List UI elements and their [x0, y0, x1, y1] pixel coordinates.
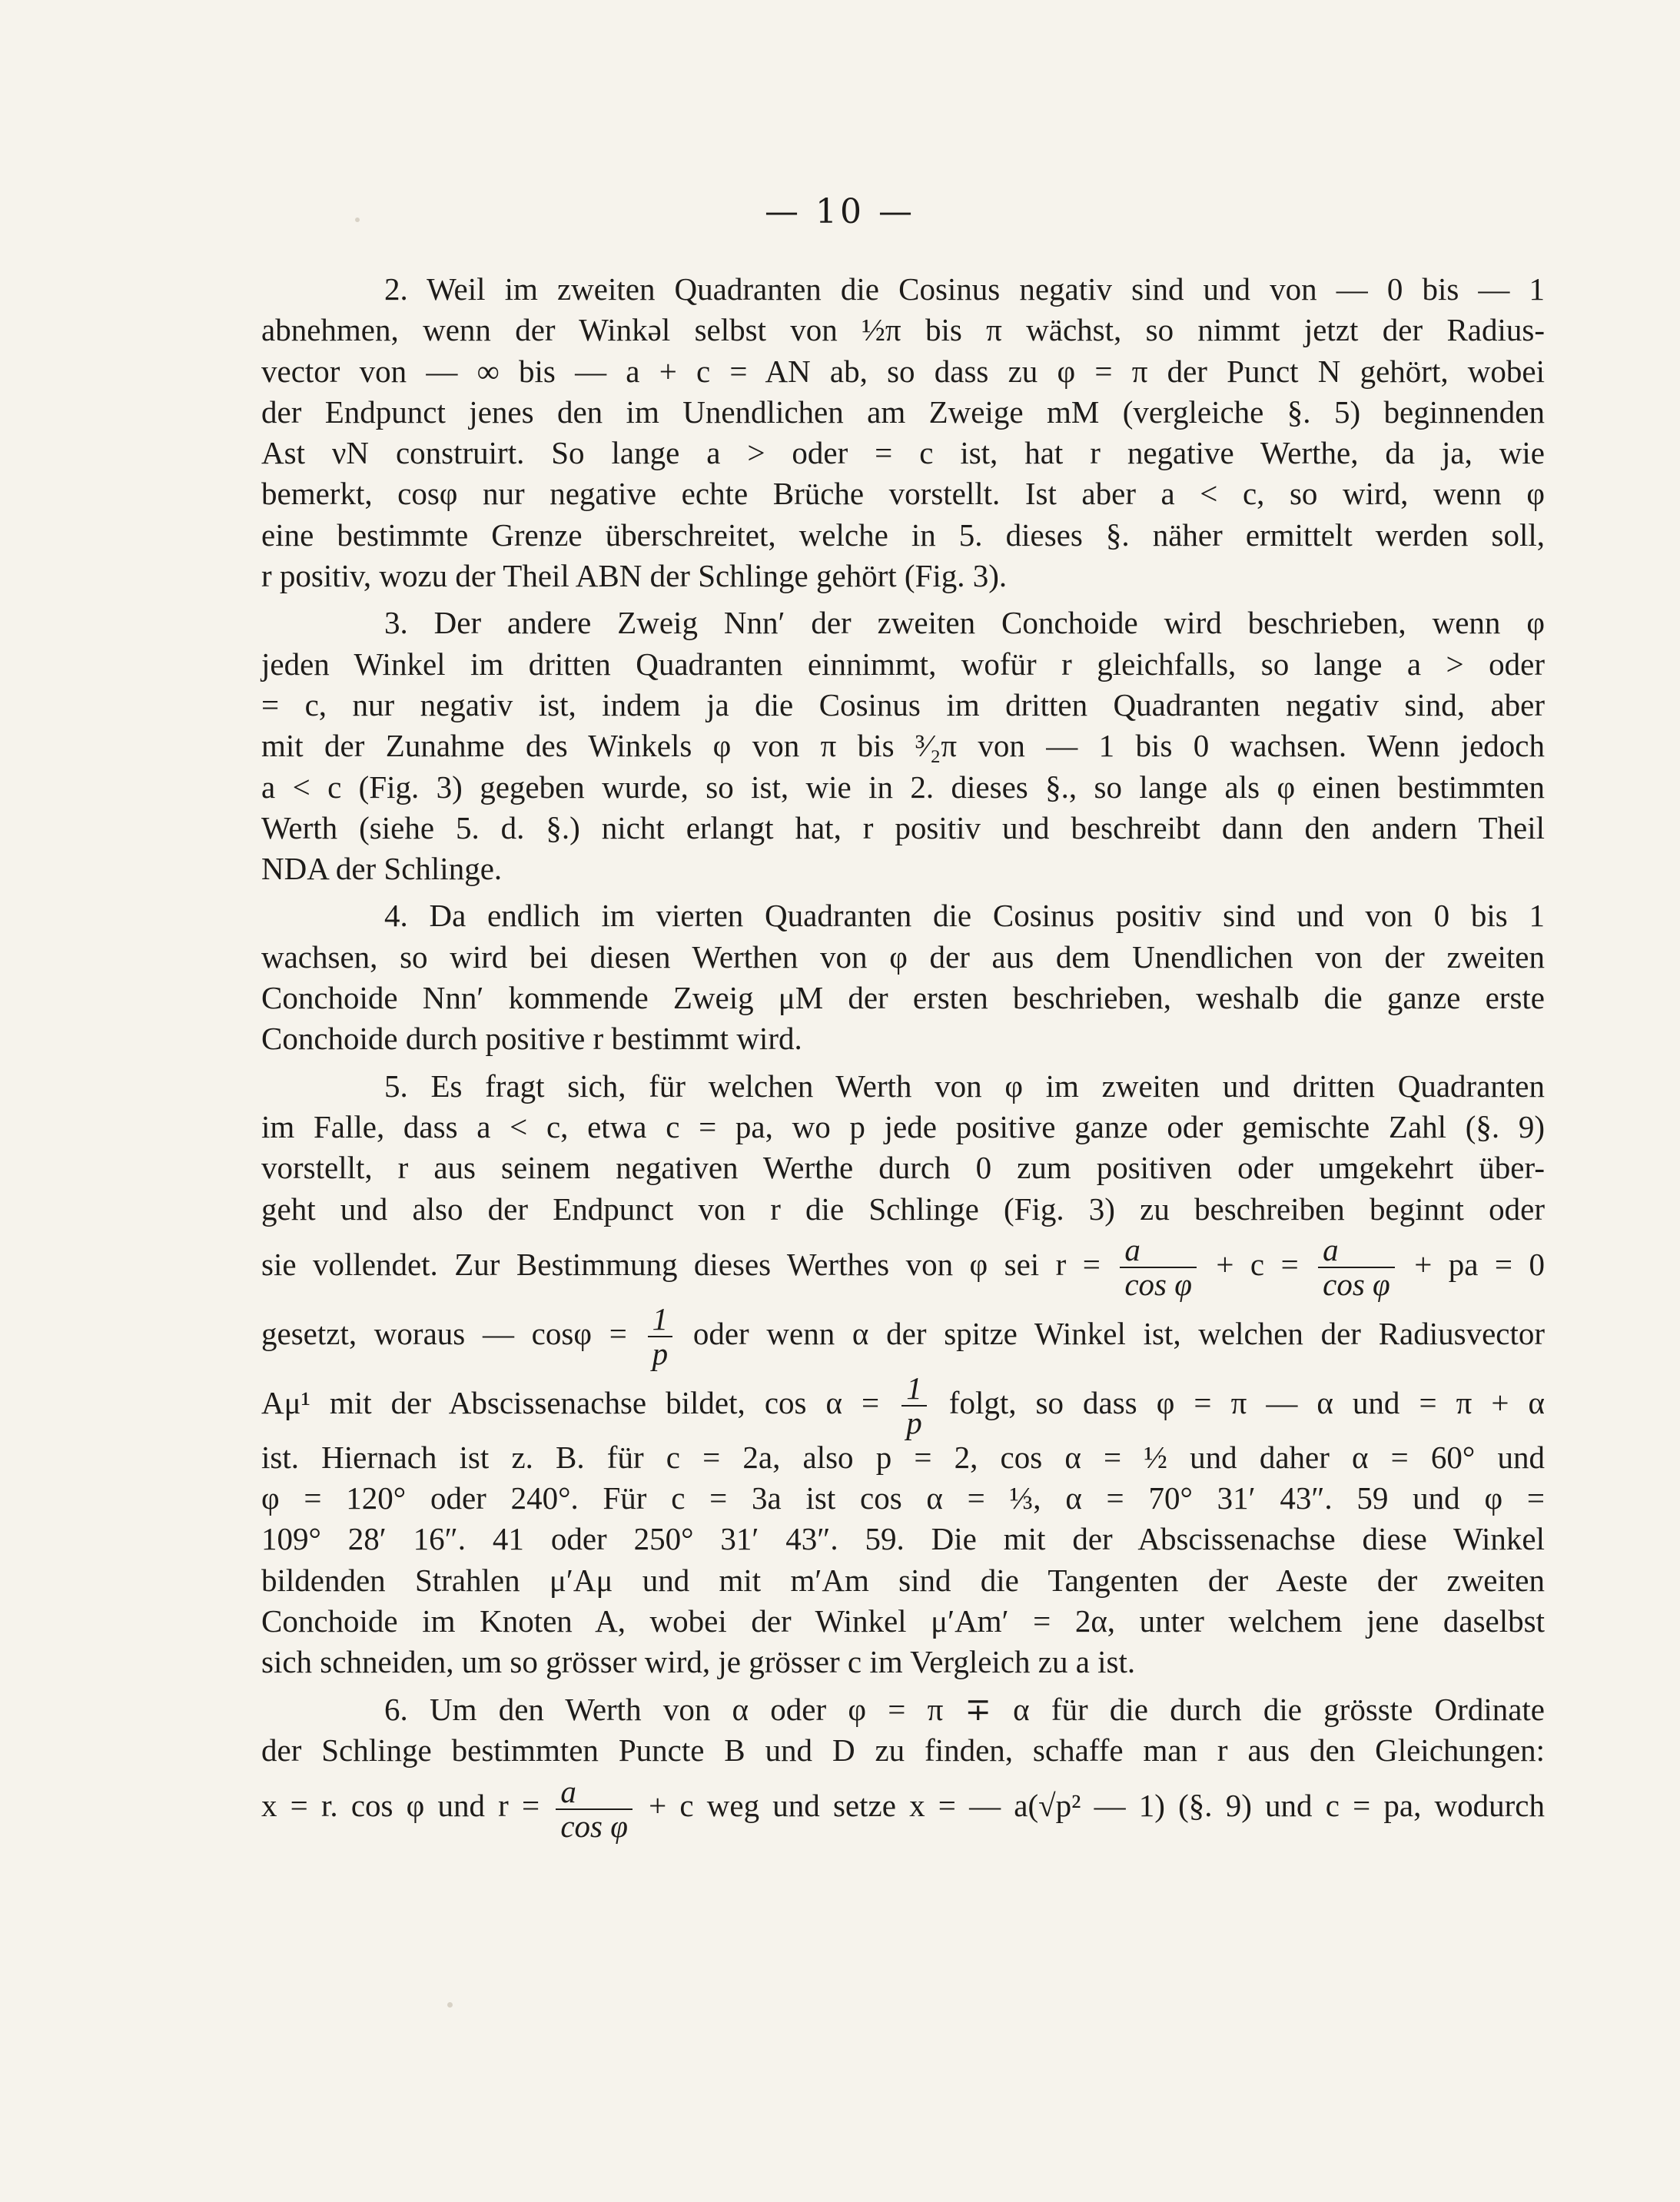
fraction-numerator: a: [556, 1775, 632, 1810]
text-line: im Falle, dass a < c, etwa c = pa, wo p jede positive ganze oder gemischte Zahl (§. 9): [261, 1108, 1545, 1144]
paragraph-3: [261, 603, 1545, 889]
text-line: 2. Weil im zweiten Quadranten die Cosinus negativ sind und von — 0 bis — 1: [384, 271, 1545, 307]
text-line: mit der Zunahme des Winkels φ von π bis ³⁄₂π von — 1 bis 0 wachsen. Wenn jedoch: [261, 728, 1545, 764]
fraction-denominator: p: [652, 1336, 669, 1372]
formula-line: [261, 1368, 1546, 1441]
fraction-denominator: cos φ: [1124, 1267, 1192, 1303]
text-line: vorstellt, r aus seinem negativen Werthe durch 0 zum positiven oder umgekehrt über-: [261, 1150, 1545, 1186]
text-line: wachsen, so wird bei diesen Werthen von φ der aus dem Unendlichen von der zweiten: [261, 938, 1545, 975]
paper-speck: [447, 2002, 453, 2008]
fraction-denominator: p: [906, 1405, 922, 1441]
text-line: Ast νN construirt. So lange a > oder = c ist, hat r negative Werthe, da ja, wie: [261, 435, 1545, 471]
fraction-numerator: 1: [901, 1372, 927, 1407]
formula-text: gesetzt, woraus — cosφ =: [261, 1315, 627, 1351]
text-line: bildenden Strahlen μ′Aμ und mit m′Am sind die Tangenten der Aeste der zweiten: [261, 1562, 1545, 1598]
text-line: 6. Um den Werth von α oder φ = π ∓ α für die durch die grösste Ordinate: [384, 1691, 1545, 1727]
text-line: eine bestimmte Grenze überschreitet, welche in 5. dieses §. näher ermittelt werden soll,: [261, 516, 1545, 553]
formula-text: + pa = 0: [1414, 1246, 1545, 1282]
text-line: Conchoide durch positive r bestimmt wird.: [261, 1021, 802, 1057]
text-line: ist. Hiernach ist z. B. für c = 2a, also p = 2, cos α = ½ und daher α = 60° und: [261, 1439, 1545, 1475]
page-number: — 10 —: [765, 192, 915, 231]
text-line: NDA der Schlinge.: [261, 851, 503, 887]
text-line: 5. Es fragt sich, für welchen Werth von φ im zweiten und dritten Quadranten: [384, 1068, 1545, 1104]
formula-text: + c weg und setze x = — a(√p² — 1) (§. 9) und c = pa, wodurch: [649, 1788, 1545, 1824]
text-line: Conchoide Nnn′ kommende Zweig μM der ersten beschrieben, weshalb die ganze erste: [261, 980, 1545, 1016]
formula-text: sie vollendet. Zur Bestimmung dieses Werthes von φ sei r =: [261, 1246, 1101, 1282]
paragraph-6: [261, 1689, 1545, 1844]
text-line: vector von — ∞ bis — a + c = AN ab, so dass zu φ = π der Punct N gehört, wobei: [261, 353, 1545, 389]
text-line: 3. Der andere Zweig Nnn′ der zweiten Conchoide wird beschrieben, wenn φ: [384, 605, 1545, 641]
fraction: [556, 1775, 632, 1843]
text-line: Conchoide im Knoten A, wobei der Winkel μ′Am′ = 2α, unter welchem jene daselbst: [261, 1603, 1545, 1639]
text-line: r positiv, wozu der Theil ABN der Schlinge gehört (Fig. 3).: [261, 558, 1008, 594]
text-line: jeden Winkel im dritten Quadranten einnimmt, wofür r gleichfalls, so lange a > oder: [261, 646, 1545, 682]
fraction-numerator: 1: [648, 1303, 673, 1337]
paragraph-4: [261, 895, 1545, 1059]
text-line: a < c (Fig. 3) gegeben wurde, so ist, wie in 2. dieses §., so lange als φ einen bestimmten: [261, 769, 1545, 805]
text-line: 109° 28′ 16″. 41 oder 250° 31′ 43″. 59. Die mit der Abscissenachse diese Winkel: [261, 1521, 1545, 1557]
paragraph-2: [261, 269, 1545, 596]
text-line: Werth (siehe 5. d. §.) nicht erlangt hat, r positiv und beschreibt dann den andern Theil: [261, 809, 1545, 845]
text-line: φ = 120° oder 240°. Für c = 3a ist cos α = ⅓, α = 70° 31′ 43″. 59 und φ =: [261, 1480, 1545, 1516]
fraction-denominator: cos φ: [560, 1808, 628, 1844]
formula-line: [261, 1771, 1545, 1844]
formula-text: Aμ¹ mit der Abscissenachse bildet, cos α =: [261, 1384, 880, 1420]
text-line: = c, nur negativ ist, indem ja die Cosinus im dritten Quadranten negativ sind, aber: [261, 686, 1545, 722]
body-text: [261, 269, 1546, 1844]
fraction-denominator: cos φ: [1323, 1267, 1390, 1303]
text-line: geht und also der Endpunct von r die Schlinge (Fig. 3) zu beschreiben beginnt oder: [261, 1191, 1545, 1227]
fraction: [648, 1303, 673, 1370]
formula-line: [261, 1299, 1546, 1372]
paragraph-5: [261, 1066, 1545, 1683]
text-line: sich schneiden, um so grösser wird, je grösser c im Vergleich zu a ist.: [261, 1644, 1136, 1680]
formula-text: oder wenn α der spitze Winkel ist, welchen der Radiusvector: [692, 1315, 1546, 1351]
fraction-numerator: a: [1318, 1234, 1395, 1268]
text-line: abnehmen, wenn der Winkəl selbst von ½π bis π wächst, so nimmt jetzt der Radius-: [261, 312, 1545, 348]
text-line: der Endpunct jenes den im Unendlichen am Zweige mM (vergleiche §. 5) beginnenden: [261, 394, 1545, 430]
text-line: 4. Da endlich im vierten Quadranten die Cosinus positiv sind und von 0 bis 1: [384, 898, 1545, 934]
formula-text: x = r. cos φ und r =: [261, 1788, 540, 1824]
formula-text: + c =: [1216, 1246, 1299, 1282]
fraction: [1120, 1234, 1197, 1301]
formula-text: folgt, so dass φ = π — α und = π + α: [948, 1384, 1546, 1420]
text-line: bemerkt, cosφ nur negative echte Brüche vorstellt. Ist aber a < c, so wird, wenn φ: [261, 476, 1545, 512]
formula-line: [261, 1230, 1545, 1303]
fraction: [1318, 1234, 1395, 1301]
fraction-numerator: a: [1120, 1234, 1197, 1268]
fraction: [901, 1372, 927, 1440]
text-line: der Schlinge bestimmten Puncte B und D zu finden, schaffe man r aus den Gleichungen:: [261, 1732, 1545, 1768]
